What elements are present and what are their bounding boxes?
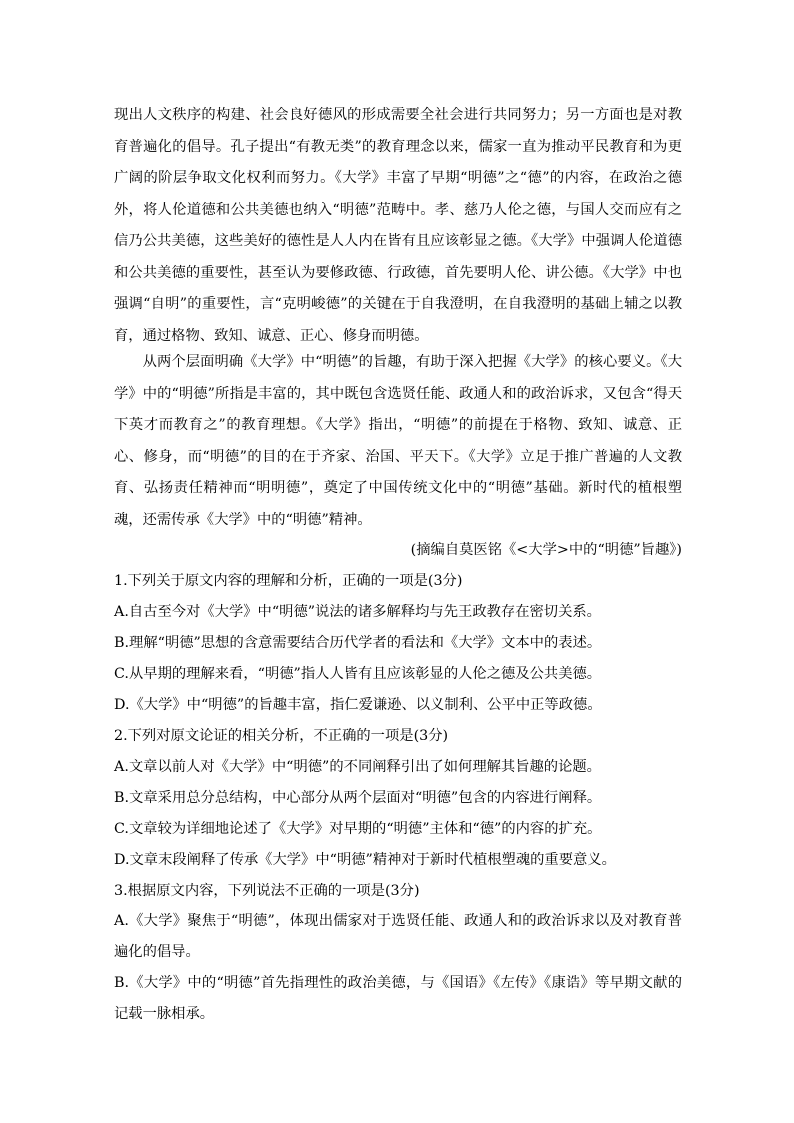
question-1-option-a: A.自古至今对《大学》中“明德”说法的诸多解释均与先王政教存在密切关系。 [114,604,601,620]
question-2-option-a: A.文章以前人对《大学》中“明德”的不同阐释引出了如何理解其旨趣的论题。 [114,759,601,775]
question-1-stem: 1.下列关于原文内容的理解和分析，正确的一项是(3分) [114,573,463,589]
question-1-option-b: B.理解“明德”思想的含意需要结合历代学者的看法和《大学》文本中的表述。 [114,635,602,651]
question-2-option-b: B.文章采用总分总结构，中心部分从两个层面对“明德”包含的内容进行阐释。 [114,790,602,806]
question-1-option-c: C.从早期的理解来看，“明德”指人人皆有且应该彰显的人伦之德及公共美德。 [114,666,602,682]
question-2-option-d: D.文章末段阐释了传承《大学》中“明德”精神对于新时代植根塑魂的重要意义。 [114,852,616,868]
question-2-option-c: C.文章较为详细地论述了《大学》对早期的“明德”主体和“德”的内容的扩充。 [114,821,602,837]
question-3-option-a: A.《大学》聚焦于“明德”，体现出儒家对于选贤任能、政通人和的政治诉求以及对教育普遍化的倡导。 [114,913,682,960]
body-paragraph-1: 现出人文秩序的构建、社会良好德风的形成需要全社会进行共同努力；另一方面也是对教育普遍化的倡导。孔子提出“有教无类”的教育理念以来，儒家一直为推动平民教育和为更广阔的阶层争取文化权利而努力。《大学》丰富了早期“明德”之“德”的内容，在政治之德外，将人伦道德和公共美德也纳入“明德”范畴中。孝、慈乃人伦之德，与国人交而应有之信乃公共美德，这些美好的德性是人人内在皆有且应该彰显之德。《大学》中强调人伦道德和公共美德的重要性，甚至认为要修政德、行政德，首先要明人伦、讲公德。《大学》中也强调“自明”的重要性，言“克明峻德”的关键在于自我澄明，在自我澄明的基础上辅之以教育，通过格物、致知、诚意、正心、修身而明德。 [114,107,682,344]
question-3-option-b: B.《大学》中的“明德”首先指理性的政治美德，与《国语》《左传》《康诰》等早期文献的记载一脉相承。 [114,975,682,1022]
question-1-option-d: D.《大学》中“明德”的旨趣丰富，指仁爱谦逊、以义制利、公平中正等政德。 [114,697,602,713]
question-3-stem: 3.根据原文内容，下列说法不正确的一项是(3分) [114,883,420,899]
source-citation: (摘编自莫医铭《<大学>中的“明德”旨趣》) [410,542,682,558]
body-paragraph-2: 从两个层面明确《大学》中“明德”的旨趣，有助于深入把握《大学》的核心要义。《大学》中的“明德”所指是丰富的，其中既包含选贤任能、政通人和的政治诉求，又包含“得天下英才而教育之”的教育理想。《大学》指出，“明德”的前提在于格物、致知、诚意、正心、修身，而“明德”的目的在于齐家、治国、平天下。《大学》立足于推广普遍的人文教育、弘扬责任精神而“明明德”，奠定了中国传统文化中的“明德”基础。新时代的植根塑魂，还需传承《大学》中的“明德”精神。 [114,354,682,528]
question-2-stem: 2.下列对原文论证的相关分析，不正确的一项是(3分) [114,728,449,744]
